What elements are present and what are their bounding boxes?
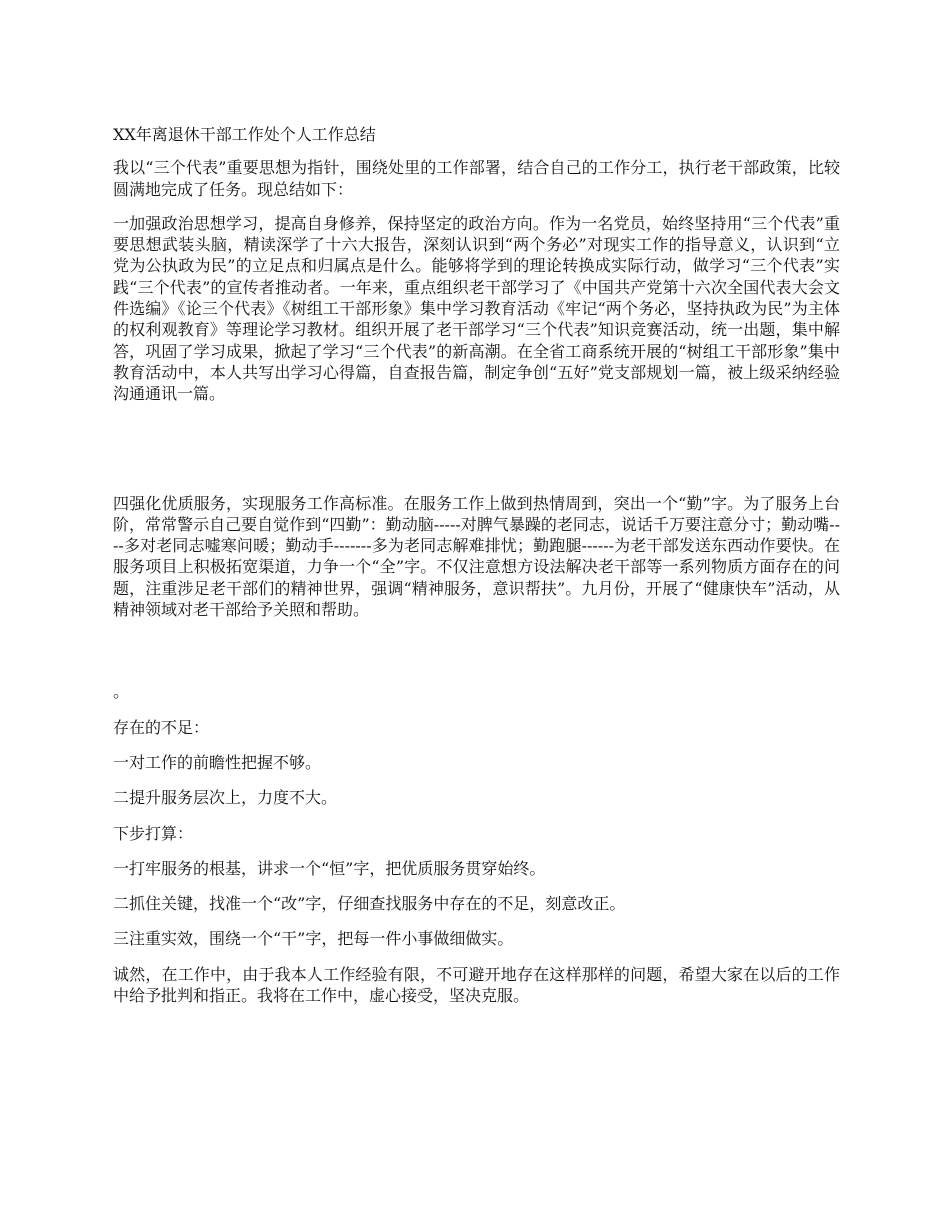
stray-period: 。 xyxy=(113,682,130,702)
plan-heading: 下步打算： xyxy=(113,823,194,843)
document-body xyxy=(113,124,840,1006)
shortcomings-heading: 存在的不足： xyxy=(113,717,210,737)
section-4-paragraph: 四强化优质服务，实现服务工作高标准。在服务工作上做到热情周到，突出一个“勤”字。为了服务上台阶，常常警示自己要自觉作到“四勤”：勤动脑-----对脾气暴躁的老同志，说话千万要注意分寸；勤动嘴----多对老同志嘘寒问暖；勤动手-------多为老同志解难排忧；勤跑腿------为老干部发送东西动作要快。在服务项目上积极拓宽渠道，力争一个“全”字。不仅注意想方设法解决老干部等一系列物质方面存在的问题，注重涉足老干部们的精神世界，强调“精神服务，意识帮扶”。九月份，开展了“健康快车”活动，从精神领域对老干部给予关照和帮助。 xyxy=(113,493,840,620)
shortcoming-item-1: 一对工作的前瞻性把握不够。 xyxy=(113,752,322,772)
closing-paragraph: 诚然，在工作中，由于我本人工作经验有限，不可避开地存在这样那样的问题，希望大家在以后的工作中给予批判和指正。我将在工作中，虚心接受，坚决克服。 xyxy=(113,964,840,1006)
section-1-paragraph: 一加强政治思想学习，提高自身修养，保持坚定的政治方向。作为一名党员，始终坚持用“三个代表”重要思想武装头脑，精读深学了十六大报告，深刻认识到“两个务必”对现实工作的指导意义，认识到“立党为公执政为民”的立足点和归属点是什么。能够将学到的理论转换成实际行动，做学习“三个代表”实践“三个代表”的宣传者推动者。一年来，重点组织老干部学习了《中国共产党第十六次全国代表大会文件选编》《论三个代表》《树组工干部形象》集中学习教育活动《牢记“两个务必，坚持执政为民”为主体的权利观教育》等理论学习教材。组织开展了老干部学习“三个代表”知识竞赛活动，统一出题，集中解答，巩固了学习成果，掀起了学习“三个代表”的新高潮。在全省工商系统开展的“树组工干部形象”集中教育活动中，本人共写出学习心得篇，自查报告篇，制定争创“五好”党支部规划一篇，被上级采纳经验沟通通讯一篇。 xyxy=(113,213,840,404)
intro-paragraph: 我以“三个代表”重要思想为指针，围绕处里的工作部署，结合自己的工作分工，执行老干部政策，比较圆满地完成了任务。现总结如下： xyxy=(113,158,840,199)
plan-item-3: 三注重实效，围绕一个“干”字，把每一件小事做细做实。 xyxy=(113,929,514,949)
plan-item-1: 一打牢服务的根基，讲求一个“恒”字，把优质服务贯穿始终。 xyxy=(113,858,546,878)
document-title: XX年离退休干部工作处个人工作总结 xyxy=(113,125,376,144)
shortcoming-item-2: 二提升服务层次上，力度不大。 xyxy=(113,788,338,808)
plan-item-2: 二抓住关键，找准一个“改”字，仔细查找服务中存在的不足，刻意改正。 xyxy=(113,894,626,914)
